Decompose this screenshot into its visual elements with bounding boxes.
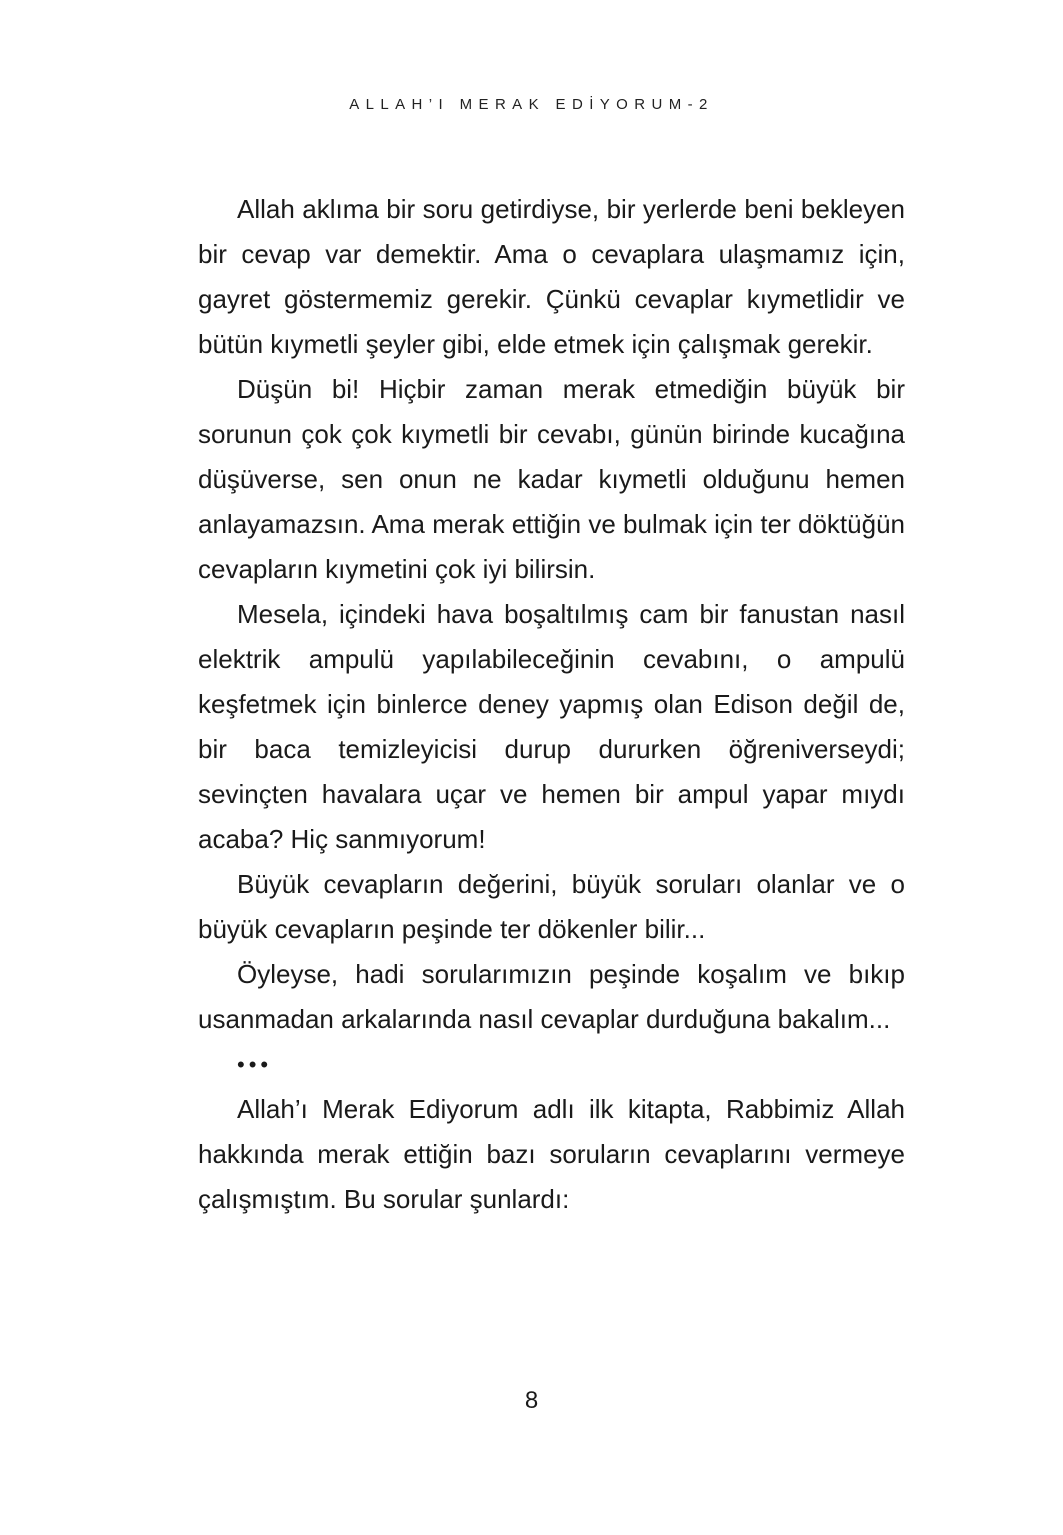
- paragraph-3: Mesela, içindeki hava boşaltılmış cam bir fanustan nasıl elektrik ampulü yapılabileceğinin cevabını, o ampulü keşfetmek için binlerce deney yapmış olan Edison değil de, bir baca temizleyicisi durup dururken öğreniverseydi; sevinçten havalara uçar ve hemen bir ampul yapar mıydı acaba? Hiç sanmıyorum!: [198, 599, 905, 854]
- page-number: 8: [524, 1387, 539, 1414]
- paragraph-2: Düşün bi! Hiçbir zaman merak etmediğin büyük bir sorunun çok çok kıymetli bir cevabı, günün birinde kucağına düşüverse, sen onun ne kadar kıymetli olduğunu hemen anlayamazsın. Ama merak ettiğin ve bulmak için ter döktüğün cevapların kıymetini çok iyi bilirsin.: [198, 374, 905, 584]
- page-body: [198, 187, 905, 1222]
- paragraph-5: Öyleyse, hadi sorularımızın peşinde koşalım ve bıkıp usanmadan arkalarında nasıl cevaplar durduğuna bakalım...: [198, 959, 905, 1034]
- paragraph-4: Büyük cevapların değerini, büyük soruları olanlar ve o büyük cevapların peşinde ter dökenler bilir...: [198, 869, 905, 944]
- section-separator: •••: [237, 1052, 273, 1077]
- paragraph-closing: Allah’ı Merak Ediyorum adlı ilk kitapta, Rabbimiz Allah hakkında merak ettiğin bazı soruların cevaplarını vermeye çalışmıştım. Bu sorular şunlardı:: [198, 1094, 905, 1214]
- running-header: ALLAH’I MERAK EDİYORUM-2: [349, 96, 714, 113]
- paragraph-1: Allah aklıma bir soru getirdiyse, bir yerlerde beni bekleyen bir cevap var demektir. Ama o cevaplara ulaşmamız için, gayret göstermemiz gerekir. Çünkü cevaplar kıymetlidir ve bütün kıymetli şeyler gibi, elde etmek için çalışmak gerekir.: [198, 194, 905, 359]
